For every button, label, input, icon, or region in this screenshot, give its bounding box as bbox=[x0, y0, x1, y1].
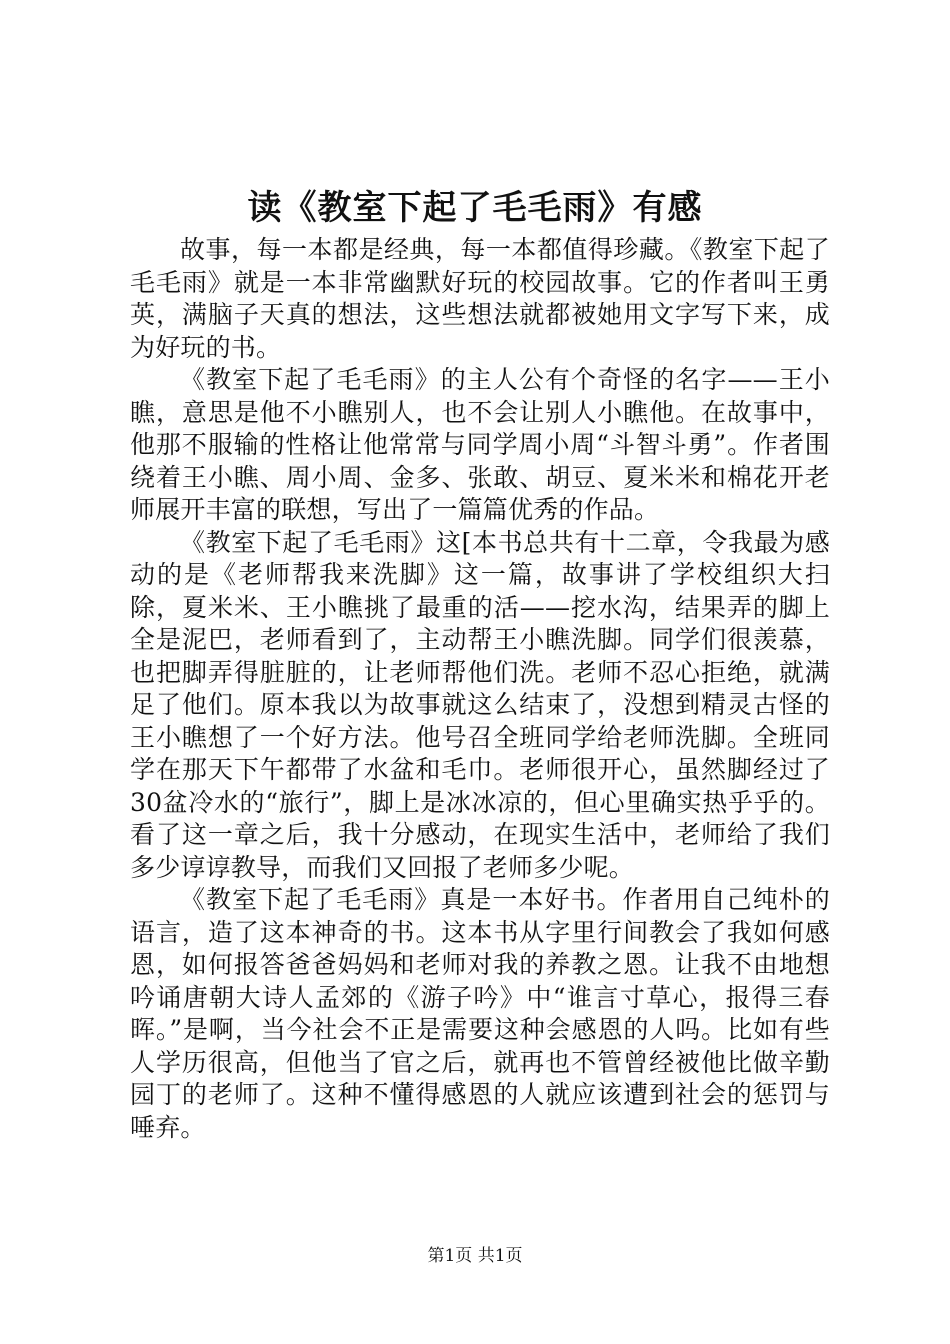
paragraph-3: 《教室下起了毛毛雨》这[本书总共有十二章，令我最为感动的是《老师帮我来洗脚》这一篇，故事讲了学校组织大扫除，夏米米、王小瞧挑了最重的活——挖水沟，结果弄的脚上全是泥巴，老师看到了，主动帮王小瞧洗脚。同学们很羡慕，也把脚弄得脏脏的，让老师帮他们洗。老师不忍心拒绝，就满足了他们。原本我以为故事就这么结束了，没想到精灵古怪的王小瞧想了一个好方法。他号召全班同学给老师洗脚。全班同学在那天下午都带了水盆和毛巾。老师很开心，虽然脚经过了30盆冷水的“旅行”，脚上是冰冰凉的，但心里确实热乎乎的。看了这一章之后，我十分感动，在现实生活中，老师给了我们多少谆谆教导，而我们又回报了老师多少呢。 bbox=[130, 527, 830, 882]
document-body bbox=[130, 234, 830, 1144]
page-footer: 第1页 共1页 bbox=[427, 1246, 523, 1266]
document-title: 读《教室下起了毛毛雨》有感 bbox=[247, 188, 703, 228]
paragraph-2: 《教室下起了毛毛雨》的主人公有个奇怪的名字——王小瞧，意思是他不小瞧别人，也不会让别人小瞧他。在故事中，他那不服输的性格让他常常与同学周小周“斗智斗勇”。作者围绕着王小瞧、周小周、金多、张敢、胡豆、夏米米和棉花开老师展开丰富的联想，写出了一篇篇优秀的作品。 bbox=[130, 365, 830, 524]
paragraph-4: 《教室下起了毛毛雨》真是一本好书。作者用自己纯朴的语言，造了这本神奇的书。这本书从字里行间教会了我如何感恩，如何报答爸爸妈妈和老师对我的养教之恩。让我不由地想吟诵唐朝大诗人孟郊的《游子吟》中“谁言寸草心，报得三春晖。”是啊，当今社会不正是需要这种会感恩的人吗。比如有些人学历很高，但他当了官之后，就再也不管曾经被他比做辛勤园丁的老师了。这种不懂得感恩的人就应该遭到社会的惩罚与唾弃。 bbox=[130, 885, 830, 1142]
paragraph-1: 故事，每一本都是经典，每一本都值得珍藏。《教室下起了毛毛雨》就是一本非常幽默好玩的校园故事。它的作者叫王勇英，满脑子天真的想法，这些想法就都被她用文字写下来，成为好玩的书。 bbox=[130, 235, 830, 362]
